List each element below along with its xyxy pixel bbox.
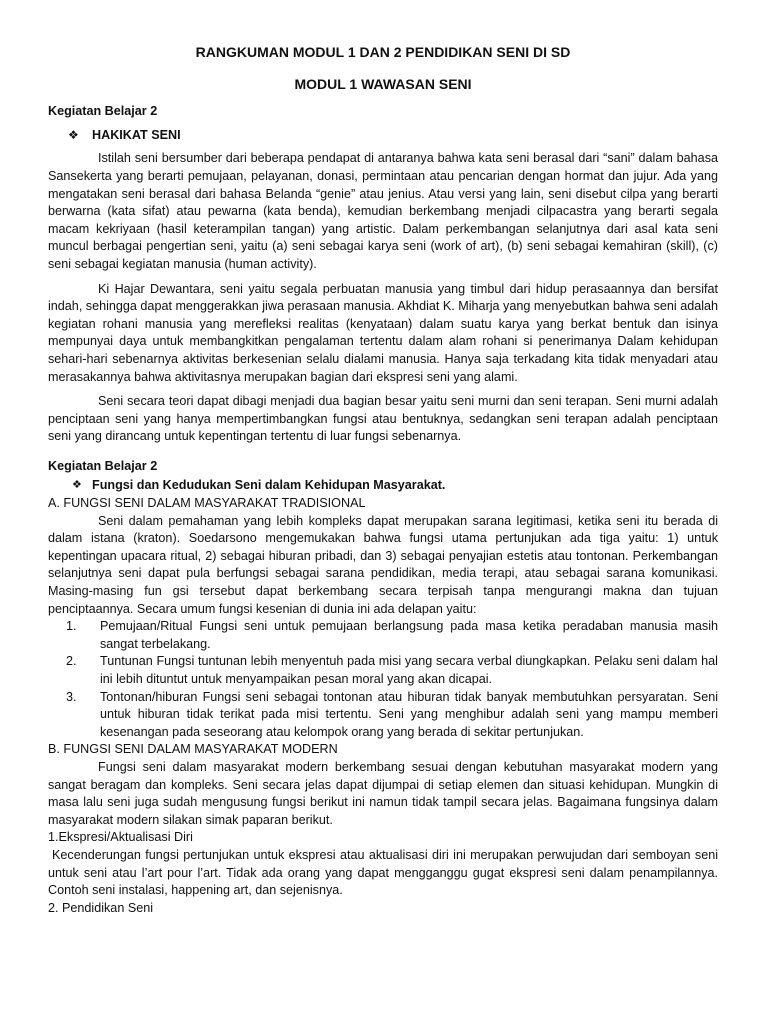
list-text: Tontonan/hiburan Fungsi seni sebagai tontonan atau hiburan tidak banyak membutuhkan persyaratan. Seni untuk hiburan tidak terikat pada misi tertentu. Seni yang menghibur adalah seni yang mampu memberi kesenangan pada seseorang atau kelompok orang yang berada di sekitar pertunjukan.	[100, 689, 718, 739]
list-item	[48, 689, 718, 742]
kegiatan-belajar-heading-2: Kegiatan Belajar 2	[48, 458, 158, 473]
fungsi-list	[48, 618, 718, 741]
kegiatan-belajar-heading: Kegiatan Belajar 2	[48, 104, 158, 119]
section-b-heading: B. FUNGSI SENI DALAM MASYARAKAT MODERN	[48, 742, 338, 757]
hakikat-seni-heading	[48, 127, 718, 145]
module-title: MODUL 1 WAWASAN SENI	[294, 75, 472, 92]
list-number: 1.	[66, 619, 77, 634]
diamond-bullet-icon: ❖	[72, 479, 82, 492]
paragraph-fungsi-tradisional: Seni dalam pemahaman yang lebih kompleks dapat merupakan sarana legitimasi, ketika seni itu berada di dalam istana (kraton). Soedarsono mengemukakan bahwa fungsi utama pertunjukan ada tiga yaitu: 1) untuk kepentingan upacara ritual, 2) sebagai hiburan pribadi, dan 3) sebagai penyajian estetis atau tontonan. Perkembangan selanjutnya seni dapat pula berfungsi sebagai sarana pendidikan, media terapi, atau sebagai sarana komunikasi. Masing-masing fun gsi tersebut dapat berkembang secara terpisah tanpa mengurangi makna dan tujuan penciptaannya. Secara umum fungsi kesenian di dunia ini ada delapan yaitu:	[48, 513, 718, 616]
list-number: 2.	[66, 654, 77, 669]
list-number: 3.	[66, 689, 77, 704]
paragraph-ekspresi: Kecenderungan fungsi pertunjukan untuk ekspresi atau aktualisasi diri ini merupakan perwujudan dari semboyan seni untuk seni atau l’art pour l’art. Tidak ada orang yang dapat mengganggu gugat ekspresi seni dalam penampilannya. Contoh seni instalasi, happening art, dan sejenisnya.	[48, 847, 718, 898]
list-text: Pemujaan/Ritual Fungsi seni untuk pemujaan berlangsung pada masa ketika peradaban manusia masih sangat terbelakang.	[100, 619, 718, 651]
paragraph-fungsi-modern: Fungsi seni dalam masyarakat modern berkembang sesuai dengan kebutuhan masyarakat modern yang sangat beragam dan kompleks. Seni secara jelas dapat dijumpai di setiap elemen dan situasi kehidupan. Mungkin di masa lalu seni juga sudah mengusung fungsi berikut ini namun tidak tampil secara jelas. Bagaimana fungsinya dalam masyarakat modern silakan simak paparan berikut.	[48, 759, 718, 827]
bullet-label: HAKIKAT SENI	[92, 127, 181, 142]
list-item	[48, 653, 718, 688]
bullet-label: Fungsi dan Kedudukan Seni dalam Kehidupan Masyarakat.	[92, 478, 446, 493]
document-title: RANGKUMAN MODUL 1 DAN 2 PENDIDIKAN SENI DI SD	[195, 44, 571, 60]
subheading-ekspresi: 1.Ekspresi/Aktualisasi Diri	[48, 830, 193, 845]
paragraph-seni-teori: Seni secara teori dapat dibagi menjadi dua bagian besar yaitu seni murni dan seni terapan. Seni murni adalah penciptaan seni yang hanya mempertimbangkan fungsi atau bentuknya, sedangkan seni terapan adalah penciptaan seni yang dirancang untuk kepentingan tertentu di luar fungsi sebenarnya.	[48, 394, 718, 444]
list-text: Tuntunan Fungsi tuntunan lebih menyentuh pada misi yang secara verbal diungkapkan. Pelaku seni dalam hal ini lebih dituntut untuk menyampaikan pesan moral yang akan dicapai.	[100, 654, 718, 686]
paragraph-istilah-seni: Istilah seni bersumber dari beberapa pendapat di antaranya bahwa kata seni berasal dari “sani” dalam bahasa Sansekerta yang berarti pemujaan, pelayanan, donasi, permintaan atau pencarian dengan hormat dan jujur. Ada yang mengatakan seni berasal dari bahasa Belanda “genie” atau jenius. Atau versi yang lain, seni disebut cilpa yang berarti berwarna (kata sifat) atau pewarna (kata benda), kemudian berkembang menjadi cilpacastra yang berarti segala macam kekriyaan (hasil keterampilan tangan) yang artistic. Dalam perkembangan selanjutnya dari asal kata seni muncul berbagai pengertian seni, yaitu (a) seni sebagai karya seni (work of art), (b) seni sebagai kemahiran (skill), (c) seni sebagai kegiatan manusia (human activity).	[48, 151, 718, 271]
fungsi-kedudukan-heading	[48, 477, 718, 495]
paragraph-ki-hajar: Ki Hajar Dewantara, seni yaitu segala perbuatan manusia yang timbul dari hidup perasaannya dan bersifat indah, sehingga dapat menggerakkan jiwa perasaan manusia. Akhdiat K. Miharja yang menyebutkan bahwa seni adalah kegiatan rohani manusia yang merefleksi realitas (kenyataan) dalam suatu karya yang berkat bentuk dan isinya mempunyai daya untuk membangkitkan pengalaman tertentu dalam alam rohani si penerimanya Dalam kehidupan sehari-hari sebenarnya aktivitas berkesenian selalu dialami manusia. Hanya saja terkadang kita tidak menyadari atau merasakannya bahwa aktivitasnya merupakan bagian dari ekspresi seni yang alami.	[48, 281, 719, 384]
diamond-bullet-icon: ❖	[68, 127, 79, 142]
section-a-heading: A. FUNGSI SENI DALAM MASYARAKAT TRADISIONAL	[48, 496, 366, 511]
subheading-pendidikan-seni: 2. Pendidikan Seni	[48, 900, 154, 915]
list-item	[48, 618, 718, 653]
